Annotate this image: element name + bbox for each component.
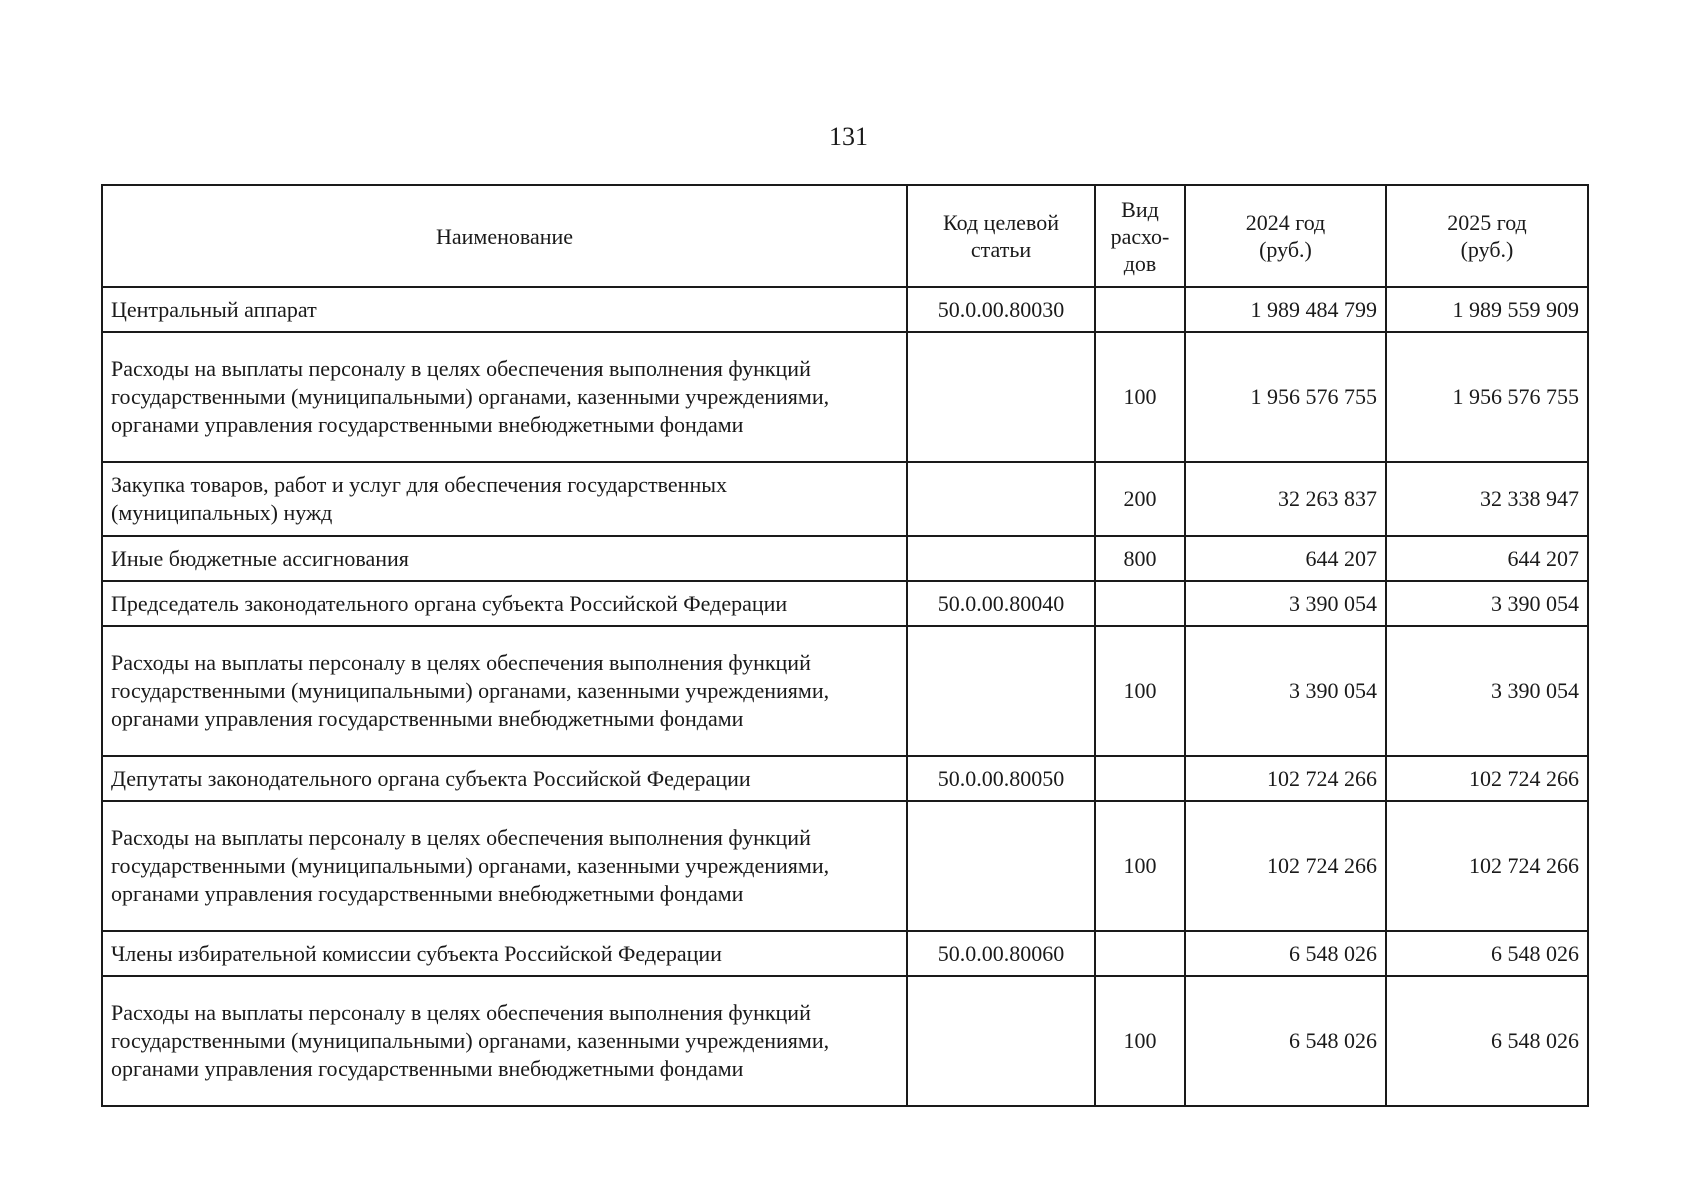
header-code (907, 185, 1095, 287)
table-row (102, 801, 1588, 931)
header-type-line2: расхо- (1110, 223, 1170, 249)
cell-2025: 102 724 266 (1386, 756, 1588, 801)
cell-2024: 102 724 266 (1185, 801, 1386, 931)
table-row (102, 287, 1588, 332)
header-type-line3: дов (1123, 250, 1157, 276)
cell-type: 100 (1095, 976, 1185, 1106)
cell-code: 50.0.00.80050 (907, 756, 1095, 801)
table-row (102, 536, 1588, 581)
cell-type (1095, 581, 1185, 626)
table-row (102, 332, 1588, 462)
cell-name: Расходы на выплаты персоналу в целях обеспечения выполнения функций государственными (муниципальными) органами, казенными учреждениями, органами управления государственными внебюджетными фондами (102, 332, 907, 462)
header-row (102, 185, 1588, 287)
cell-type (1095, 287, 1185, 332)
cell-2025: 1 989 559 909 (1386, 287, 1588, 332)
cell-2024: 1 989 484 799 (1185, 287, 1386, 332)
table-row (102, 756, 1588, 801)
cell-code (907, 462, 1095, 536)
cell-2024: 6 548 026 (1185, 976, 1386, 1106)
header-2024-line2: (руб.) (1259, 237, 1312, 262)
header-2025 (1386, 185, 1588, 287)
cell-code: 50.0.00.80060 (907, 931, 1095, 976)
page-number: 131 (829, 122, 868, 151)
cell-type: 100 (1095, 626, 1185, 756)
table-row (102, 976, 1588, 1106)
table-header (102, 185, 1588, 287)
cell-name: Расходы на выплаты персоналу в целях обеспечения выполнения функций государственными (муниципальными) органами, казенными учреждениями, органами управления государственными внебюджетными фондами (102, 976, 907, 1106)
header-type-line1: Вид (1121, 196, 1159, 222)
cell-type: 100 (1095, 332, 1185, 462)
cell-2024: 102 724 266 (1185, 756, 1386, 801)
header-type (1095, 185, 1185, 287)
cell-code (907, 976, 1095, 1106)
cell-name: Расходы на выплаты персоналу в целях обеспечения выполнения функций государственными (муниципальными) органами, казенными учреждениями, органами управления государственными внебюджетными фондами (102, 626, 907, 756)
header-2024-line1: 2024 год (1245, 210, 1326, 235)
cell-2024: 32 263 837 (1185, 462, 1386, 536)
header-2024 (1185, 185, 1386, 287)
cell-code (907, 332, 1095, 462)
cell-2024: 644 207 (1185, 536, 1386, 581)
table-row (102, 462, 1588, 536)
table-row (102, 931, 1588, 976)
cell-type (1095, 931, 1185, 976)
cell-name: Закупка товаров, работ и услуг для обеспечения государственных (муниципальных) нужд (102, 462, 907, 536)
cell-code: 50.0.00.80030 (907, 287, 1095, 332)
cell-name: Председатель законодательного органа субъекта Российской Федерации (102, 581, 907, 626)
cell-code: 50.0.00.80040 (907, 581, 1095, 626)
cell-type: 200 (1095, 462, 1185, 536)
header-code-line1: Код целевой (943, 210, 1059, 235)
cell-2025: 1 956 576 755 (1386, 332, 1588, 462)
cell-2024: 1 956 576 755 (1185, 332, 1386, 462)
table-row (102, 626, 1588, 756)
cell-type: 800 (1095, 536, 1185, 581)
header-2025-line1: 2025 год (1447, 210, 1527, 235)
cell-2025: 644 207 (1386, 536, 1588, 581)
cell-type: 100 (1095, 801, 1185, 931)
cell-code (907, 626, 1095, 756)
cell-2024: 3 390 054 (1185, 581, 1386, 626)
cell-2025: 3 390 054 (1386, 581, 1588, 626)
cell-2025: 6 548 026 (1386, 976, 1588, 1106)
cell-code (907, 536, 1095, 581)
table-body (102, 287, 1588, 1106)
header-code-line2: статьи (970, 237, 1032, 262)
header-name (102, 185, 907, 287)
cell-code (907, 801, 1095, 931)
budget-table (101, 184, 1589, 1107)
cell-name: Иные бюджетные ассигнования (102, 536, 907, 581)
cell-name: Депутаты законодательного органа субъекта Российской Федерации (102, 756, 907, 801)
cell-type (1095, 756, 1185, 801)
cell-2025: 3 390 054 (1386, 626, 1588, 756)
header-name-label: Наименование (435, 223, 574, 249)
cell-2024: 6 548 026 (1185, 931, 1386, 976)
table-row (102, 581, 1588, 626)
cell-name: Члены избирательной комиссии субъекта Российской Федерации (102, 931, 907, 976)
cell-2025: 32 338 947 (1386, 462, 1588, 536)
header-2025-line2: (руб.) (1460, 237, 1514, 262)
cell-name: Центральный аппарат (102, 287, 907, 332)
cell-2024: 3 390 054 (1185, 626, 1386, 756)
cell-2025: 102 724 266 (1386, 801, 1588, 931)
cell-2025: 6 548 026 (1386, 931, 1588, 976)
cell-name: Расходы на выплаты персоналу в целях обеспечения выполнения функций государственными (муниципальными) органами, казенными учреждениями, органами управления государственными внебюджетными фондами (102, 801, 907, 931)
